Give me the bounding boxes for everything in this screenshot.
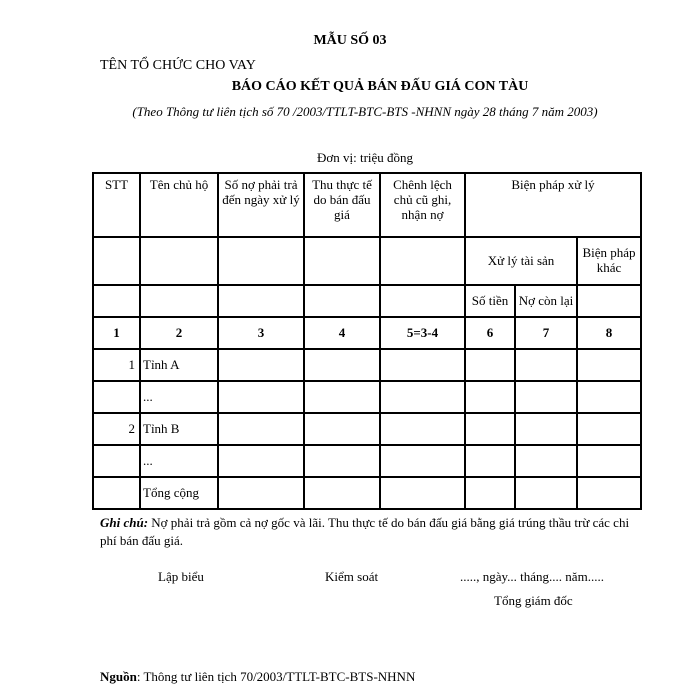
- empty-cell: [304, 237, 380, 285]
- header-debt: Số nợ phải trả đến ngày xử lý: [218, 173, 304, 237]
- empty-cell: [140, 285, 218, 317]
- row-stt: 1: [93, 349, 140, 381]
- empty-cell: [304, 349, 380, 381]
- column-number: 6: [465, 317, 515, 349]
- header-stt: STT: [93, 173, 140, 237]
- empty-cell: [380, 349, 465, 381]
- empty-cell: [218, 477, 304, 509]
- row-name: Tổng cộng: [140, 477, 218, 509]
- empty-cell: [93, 285, 140, 317]
- empty-cell: [577, 413, 641, 445]
- empty-cell: [515, 413, 577, 445]
- column-number: 8: [577, 317, 641, 349]
- empty-cell: [515, 477, 577, 509]
- row-name: Tỉnh B: [140, 413, 218, 445]
- source-label: Nguồn: [100, 669, 137, 684]
- empty-cell: [304, 413, 380, 445]
- empty-cell: [218, 413, 304, 445]
- column-number: 7: [515, 317, 577, 349]
- table-row: [93, 413, 641, 445]
- note-label: Ghi chú:: [100, 515, 149, 530]
- empty-cell: [577, 381, 641, 413]
- row-stt: [93, 477, 140, 509]
- empty-cell: [465, 445, 515, 477]
- empty-cell: [465, 381, 515, 413]
- empty-cell: [93, 237, 140, 285]
- table-row: [93, 349, 641, 381]
- empty-cell: [218, 285, 304, 317]
- report-title: BÁO CÁO KẾT QUẢ BÁN ĐẤU GIÁ CON TÀU: [231, 79, 529, 94]
- empty-cell: [380, 477, 465, 509]
- date-line: ....., ngày... tháng.... năm.....: [460, 569, 604, 584]
- header-amount: Số tiền: [465, 285, 515, 317]
- empty-cell: [218, 381, 304, 413]
- unit-label: Đơn vị: triệu đồng: [316, 150, 414, 165]
- header-measures: Biện pháp xử lý: [465, 173, 641, 237]
- organization-label: TÊN TỔ CHỨC CHO VAY: [100, 58, 256, 73]
- empty-cell: [380, 285, 465, 317]
- empty-cell: [304, 477, 380, 509]
- header-actual: Thu thực tế do bán đấu giá: [304, 173, 380, 237]
- empty-cell: [515, 381, 577, 413]
- empty-cell: [304, 381, 380, 413]
- column-number: 1: [93, 317, 140, 349]
- director-label: Tổng giám đốc: [494, 593, 573, 608]
- empty-cell: [465, 477, 515, 509]
- header-owner: Tên chủ hộ: [140, 173, 218, 237]
- empty-cell: [380, 445, 465, 477]
- source-text: : Thông tư liên tịch 70/2003/TTLT-BTC-BTS-NHNN: [136, 669, 416, 684]
- column-number: 4: [304, 317, 380, 349]
- empty-cell: [218, 237, 304, 285]
- empty-cell: [218, 445, 304, 477]
- empty-cell: [577, 285, 641, 317]
- table-row: [93, 381, 641, 413]
- row-stt: 2: [93, 413, 140, 445]
- form-number: MẪU SỐ 03: [313, 33, 387, 48]
- empty-cell: [577, 349, 641, 381]
- empty-cell: [140, 237, 218, 285]
- empty-cell: [465, 349, 515, 381]
- row-stt: [93, 445, 140, 477]
- empty-cell: [577, 477, 641, 509]
- note-text: Nợ phải trả gồm cả nợ gốc và lãi. Thu thực tế do bán đấu giá bằng giá trúng thầu trừ các chi phí bán đấu giá.: [100, 515, 630, 548]
- empty-cell: [465, 413, 515, 445]
- row-name: ...: [140, 445, 218, 477]
- row-stt: [93, 381, 140, 413]
- empty-cell: [304, 285, 380, 317]
- report-table: [92, 172, 642, 510]
- header-other-measures: Biện pháp khác: [577, 237, 641, 285]
- empty-cell: [515, 445, 577, 477]
- column-number: 3: [218, 317, 304, 349]
- column-number: 5=3-4: [380, 317, 465, 349]
- empty-cell: [577, 445, 641, 477]
- empty-cell: [304, 445, 380, 477]
- source-line: [100, 669, 415, 685]
- empty-cell: [380, 381, 465, 413]
- empty-cell: [515, 349, 577, 381]
- header-difference: Chênh lệch chủ cũ ghi, nhận nợ: [380, 173, 465, 237]
- empty-cell: [380, 413, 465, 445]
- row-name: ...: [140, 381, 218, 413]
- table-row-total: [93, 477, 641, 509]
- report-subtitle: (Theo Thông tư liên tịch số 70 /2003/TTLT-BTC-BTS -NHNN ngày 28 tháng 7 năm 2003): [132, 104, 598, 119]
- empty-cell: [380, 237, 465, 285]
- header-asset-handling: Xử lý tài sản: [465, 237, 577, 285]
- column-number: 2: [140, 317, 218, 349]
- controller-label: Kiểm soát: [325, 569, 379, 584]
- empty-cell: [218, 349, 304, 381]
- prepared-by-label: Lập biểu: [158, 569, 204, 584]
- row-name: Tỉnh A: [140, 349, 218, 381]
- header-remaining-debt: Nợ còn lại: [515, 285, 577, 317]
- note: [100, 514, 640, 549]
- table-row: [93, 445, 641, 477]
